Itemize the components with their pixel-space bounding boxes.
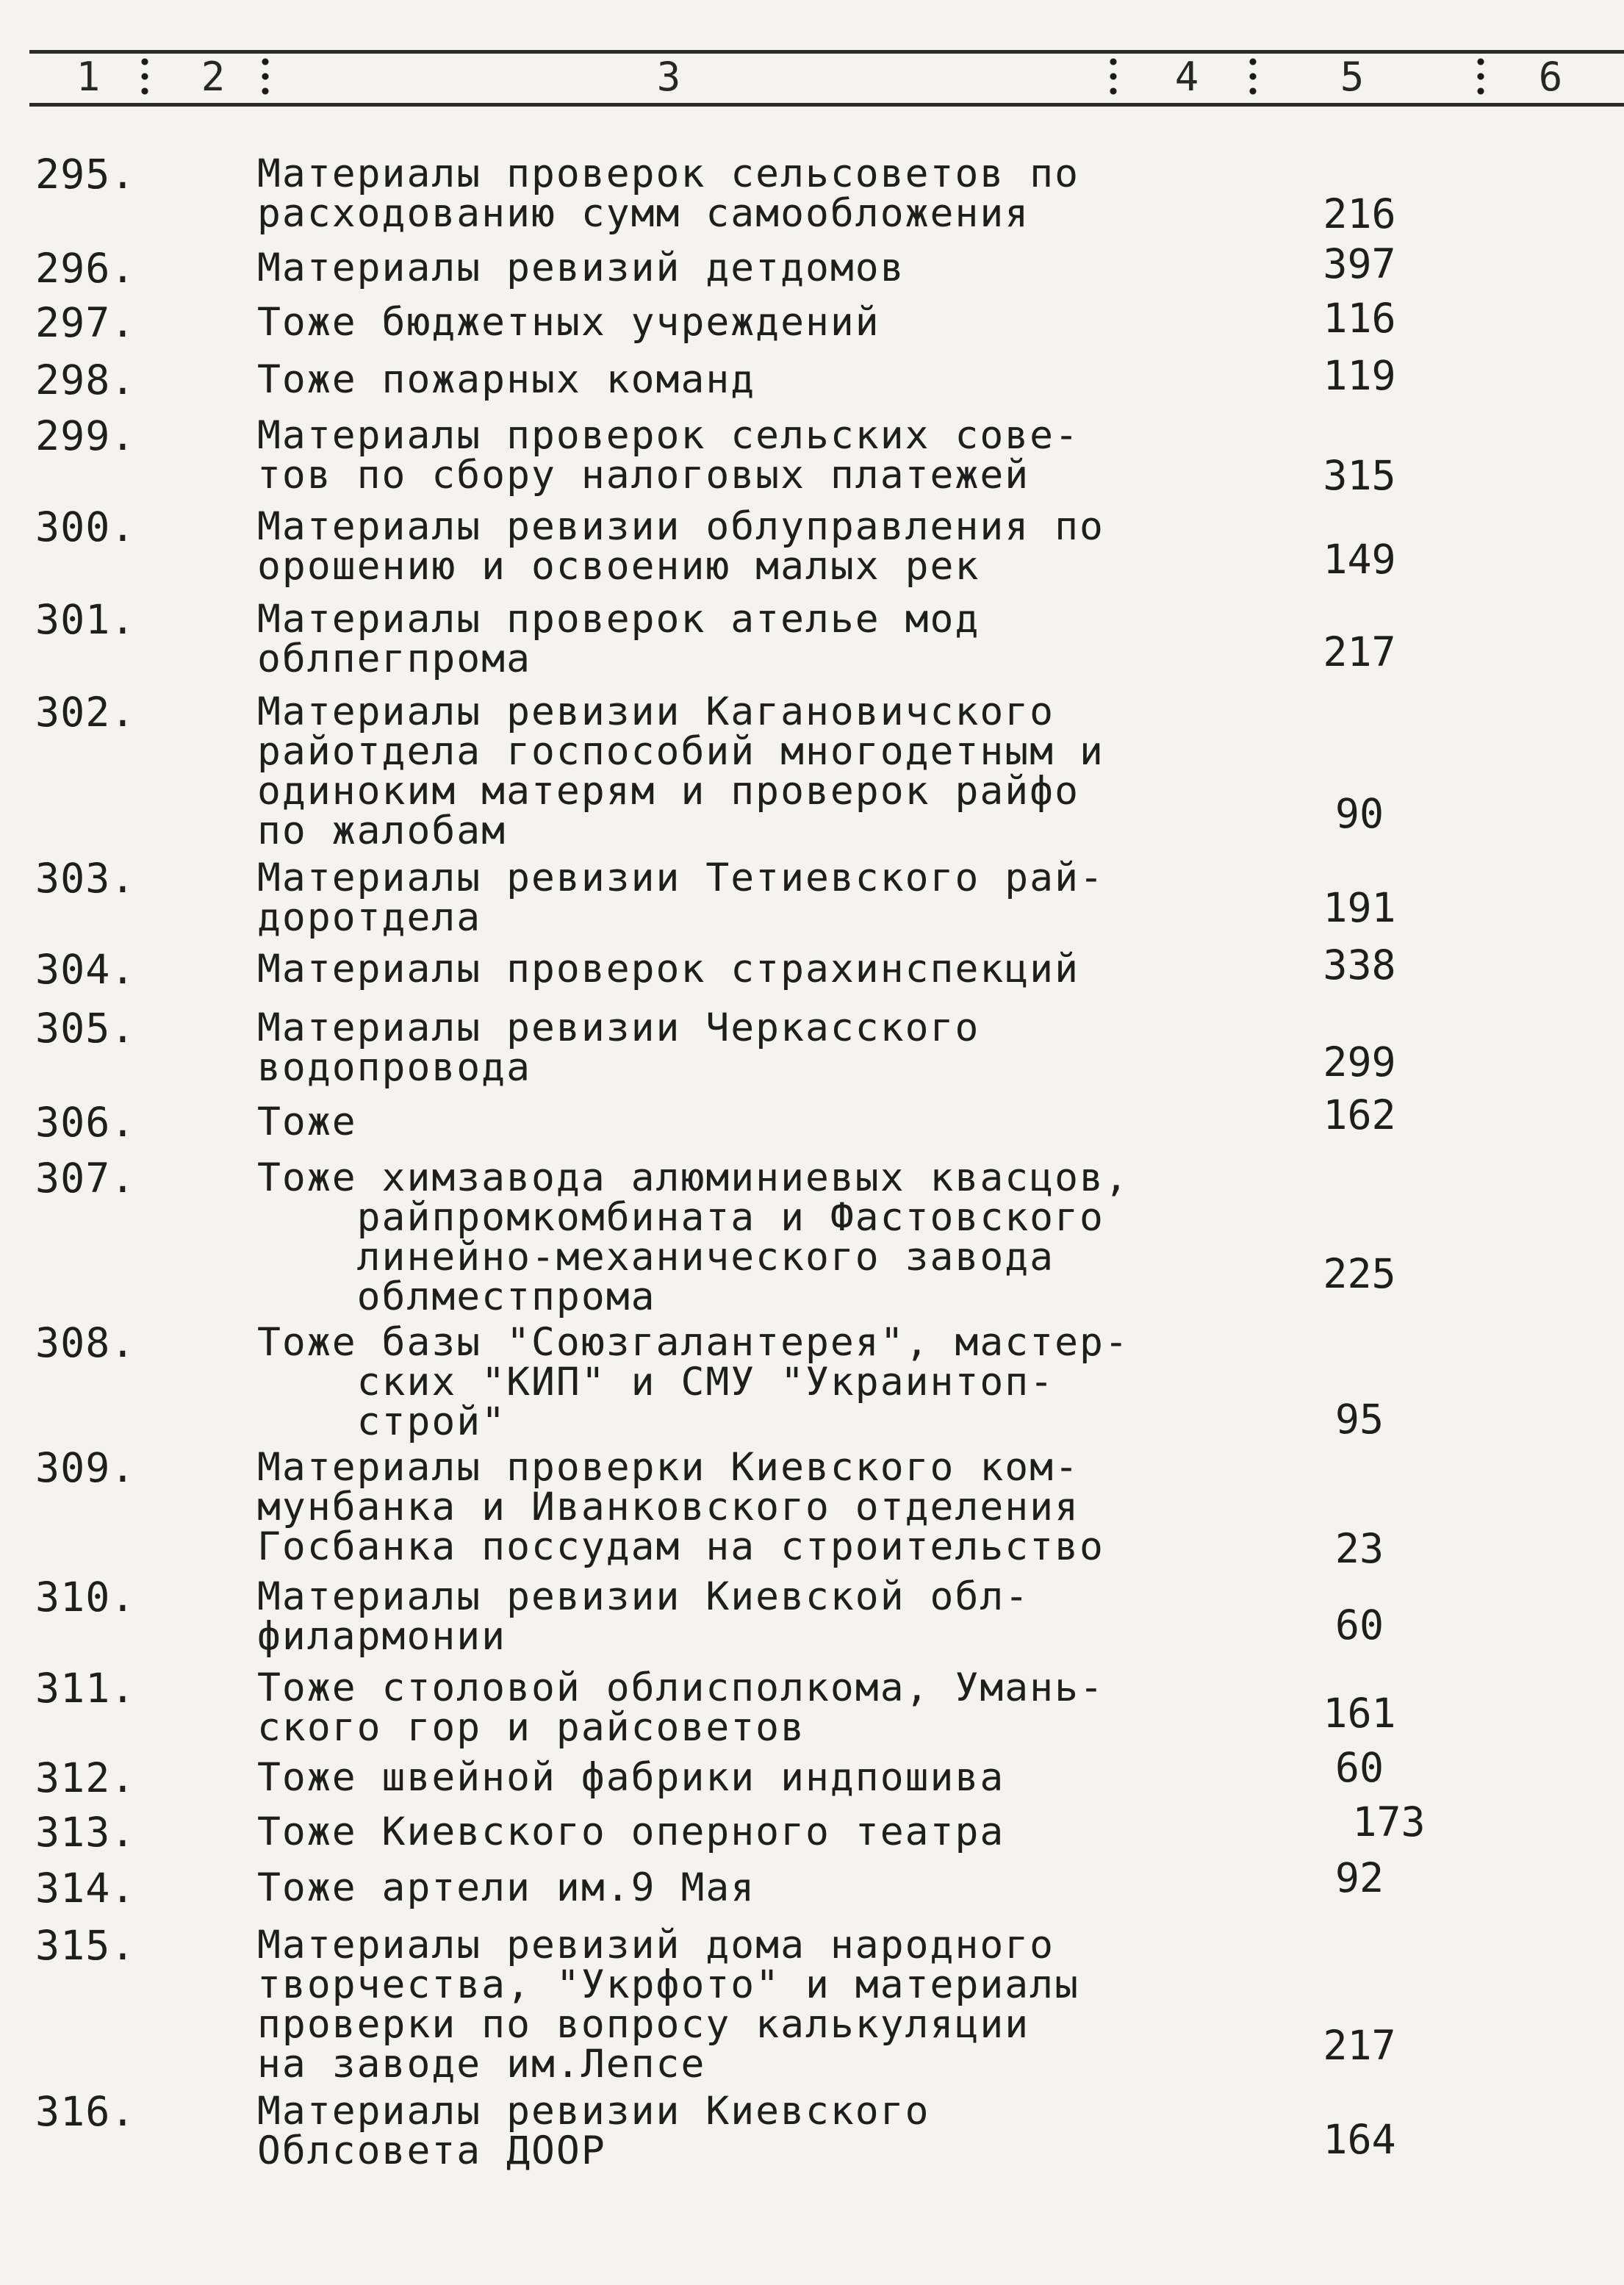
item-number: 302. (35, 689, 136, 736)
item-sheet-count: 217 (1323, 2022, 1396, 2069)
item-number: 295. (35, 151, 136, 198)
item-sheet-count: 90 (1334, 790, 1384, 837)
item-number: 299. (35, 412, 136, 459)
item-sheet-count: 60 (1334, 1744, 1384, 1791)
item-title: Тоже базы "Союзгалантерея", мастер- ских "КИП" и СМУ "Украинтоп- строй" (257, 1320, 1129, 1444)
item-title: Материалы проверок сельсоветов по расходованию сумм самообложения (257, 151, 1079, 236)
item-title: Тоже Киевского оперного театра (257, 1809, 1005, 1854)
item-sheet-count: 164 (1323, 2116, 1396, 2163)
item-sheet-count: 60 (1334, 1601, 1384, 1649)
item-title: Материалы ревизии Киевского Облсовета ДООР (257, 2089, 930, 2173)
item-sheet-count: 216 (1323, 190, 1396, 237)
item-title: Материалы ревизии Тетиевского рай- доротдела (257, 855, 1104, 940)
item-number: 298. (35, 356, 136, 403)
item-number: 307. (35, 1155, 136, 1202)
item-sheet-count: 191 (1323, 884, 1396, 931)
column-separator (141, 54, 148, 100)
column-header-6: 6 (1538, 54, 1563, 100)
item-number: 309. (35, 1444, 136, 1491)
item-sheet-count: 116 (1323, 295, 1396, 342)
item-title: Материалы ревизии облуправления по орошению и освоению малых рек (257, 504, 1104, 589)
item-number: 316. (35, 2088, 136, 2135)
item-number: 305. (35, 1005, 136, 1052)
column-separator (262, 54, 269, 100)
item-title: Тоже (257, 1100, 357, 1144)
item-sheet-count: 315 (1323, 452, 1396, 499)
item-title: Материалы ревизии Киевской обл- филармонии (257, 1574, 1030, 1659)
item-title: Тоже химзавода алюминиевых квасцов, райпромкомбината и Фастовского линейно-механического завода облместпрома (257, 1155, 1129, 1319)
item-sheet-count: 161 (1323, 1690, 1396, 1737)
item-sheet-count: 23 (1334, 1525, 1384, 1572)
column-header-2: 2 (201, 54, 226, 100)
item-title: Материалы ревизии Черкасского водопровода (257, 1005, 980, 1090)
item-sheet-count: 95 (1334, 1396, 1384, 1443)
item-number: 315. (35, 1922, 136, 1969)
item-sheet-count: 173 (1352, 1798, 1426, 1845)
item-number: 306. (35, 1099, 136, 1146)
item-sheet-count: 217 (1323, 628, 1396, 675)
item-title: Тоже пожарных команд (257, 357, 756, 402)
item-title: Тоже столовой облисполкома, Умань- ского гор и райсоветов (257, 1665, 1104, 1750)
item-number: 314. (35, 1865, 136, 1912)
item-number: 301. (35, 596, 136, 643)
item-sheet-count: 149 (1323, 536, 1396, 583)
item-sheet-count: 225 (1323, 1250, 1396, 1297)
item-title: Материалы ревизии Кагановичского райотдела госпособий многодетным и одиноким матерям и проверок райфо по жалобам (257, 689, 1104, 853)
item-number: 300. (35, 503, 136, 550)
item-number: 296. (35, 245, 136, 292)
header-top-rule (29, 50, 1624, 54)
column-header-1: 1 (76, 54, 101, 100)
header-bottom-rule (29, 103, 1624, 107)
item-sheet-count: 92 (1334, 1854, 1384, 1901)
item-number: 312. (35, 1754, 136, 1801)
item-title: Материалы ревизий дома народного творчества, "Укрфото" и материалы проверки по вопросу калькуляции на заводе им.Лепсе (257, 1923, 1079, 2087)
item-number: 313. (35, 1809, 136, 1856)
column-header-5: 5 (1340, 54, 1365, 100)
column-separator (1110, 54, 1117, 100)
item-title: Материалы проверок ателье мод облпегпрома (257, 597, 980, 681)
item-title: Тоже швейной фабрики индпошива (257, 1755, 1005, 1800)
item-title: Материалы проверки Киевского ком- мунбанка и Иванковского отделения Госбанка поссудам на строительство (257, 1445, 1104, 1569)
item-number: 311. (35, 1665, 136, 1712)
item-number: 297. (35, 299, 136, 346)
column-separator (1249, 54, 1257, 100)
column-header-3: 3 (656, 54, 681, 100)
item-number: 310. (35, 1574, 136, 1621)
item-sheet-count: 299 (1323, 1039, 1396, 1086)
item-sheet-count: 338 (1323, 941, 1396, 989)
item-title: Материалы проверок сельских сове- тов по сбору налоговых платежей (257, 413, 1079, 498)
item-title: Материалы проверок страхинспекций (257, 947, 1079, 991)
item-title: Материалы ревизий детдомов (257, 245, 905, 290)
item-number: 308. (35, 1319, 136, 1366)
item-number: 303. (35, 855, 136, 902)
item-number: 304. (35, 946, 136, 993)
column-separator (1477, 54, 1484, 100)
item-sheet-count: 397 (1323, 240, 1396, 287)
item-title: Тоже бюджетных учреждений (257, 300, 880, 345)
item-title: Тоже артели им.9 Мая (257, 1865, 756, 1910)
column-header-4: 4 (1174, 54, 1199, 100)
item-sheet-count: 119 (1323, 352, 1396, 399)
item-sheet-count: 162 (1323, 1091, 1396, 1138)
